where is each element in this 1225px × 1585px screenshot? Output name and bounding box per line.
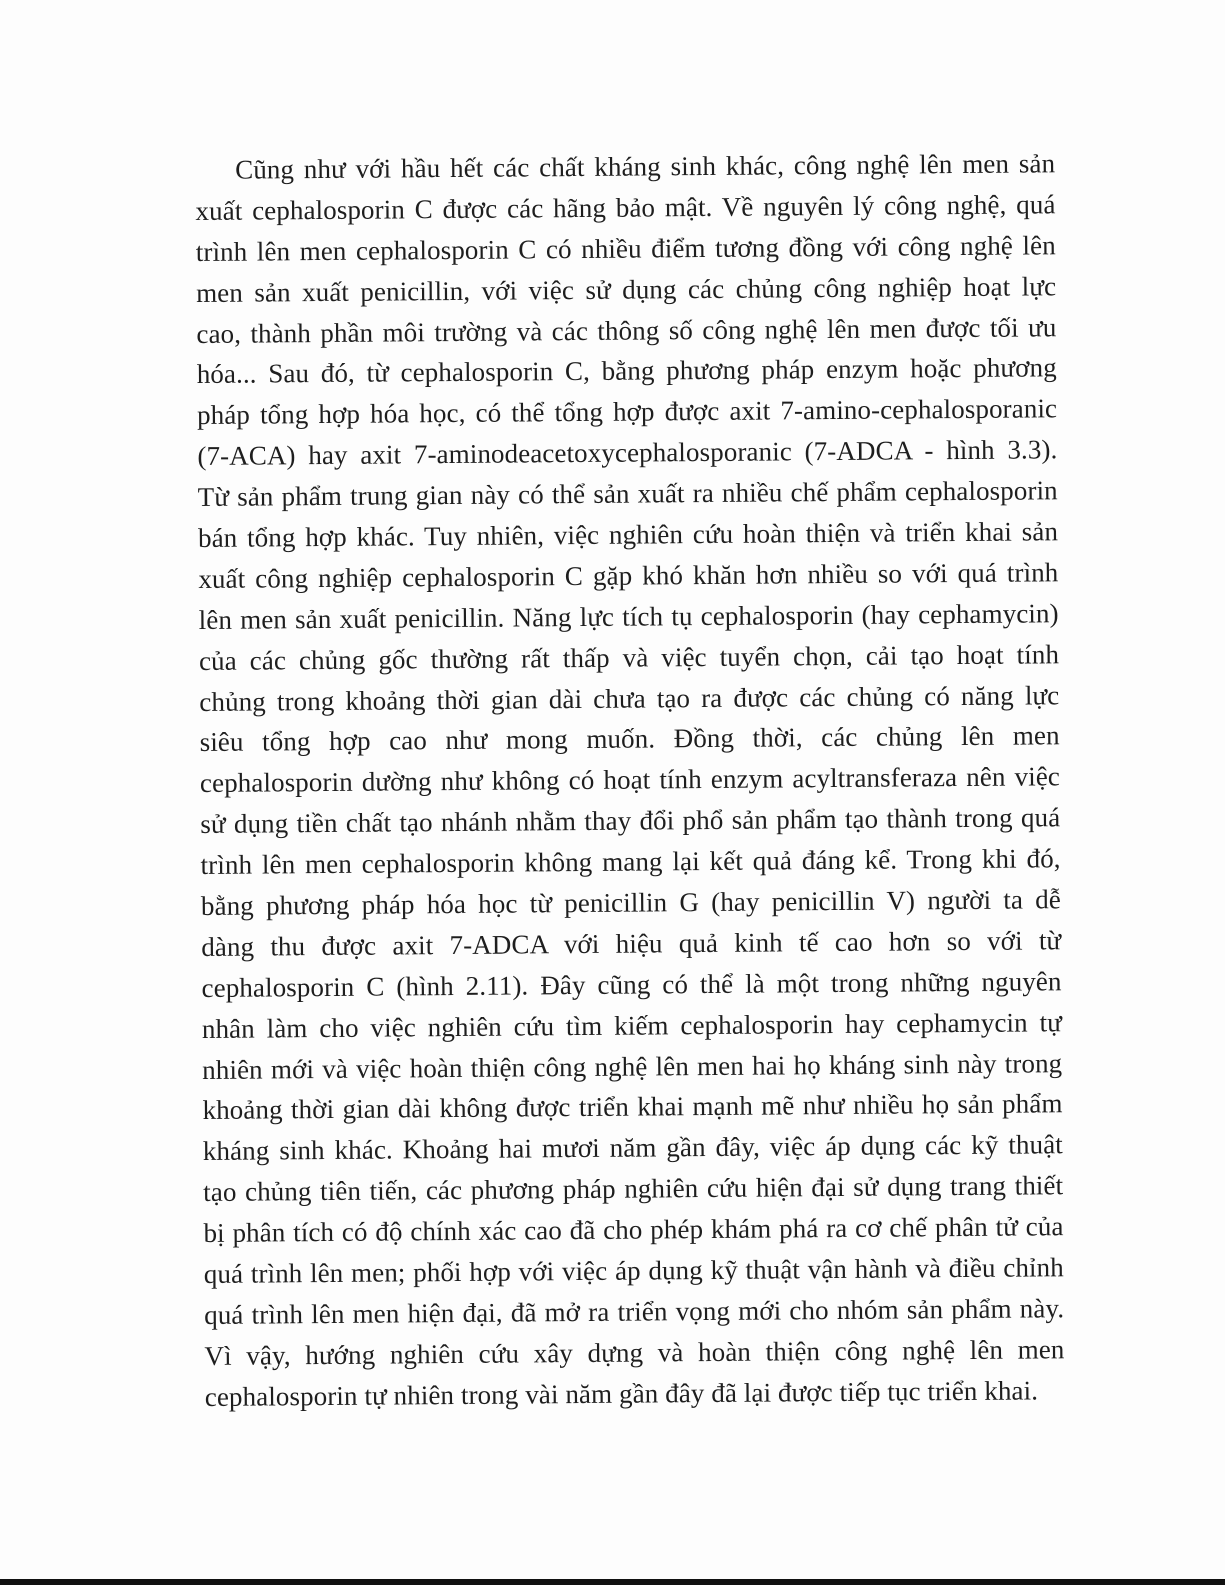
paragraph-line: sử dụng tiền chất tạo nhánh nhằm thay đổi phổ sản phẩm tạo thành trong quá	[200, 802, 1061, 840]
paragraph-line: quá trình lên men hiện đại, đã mở ra triển vọng mới cho nhóm sản phẩm này.	[204, 1293, 1065, 1330]
scan-edge-border	[0, 1579, 1225, 1585]
paragraph-line: bị phân tích có độ chính xác cao đã cho phép khám phá ra cơ chế phân tử của	[203, 1211, 1064, 1249]
paragraph-line: cephalosporin dường như không có hoạt tính enzym acyltransferaza nên việc	[199, 761, 1061, 799]
paragraph-line: tạo chủng tiên tiến, các phương pháp nghiên cứu hiện đại sử dụng trang thiết	[203, 1170, 1064, 1208]
paragraph-line: Cũng như với hầu hết các chất kháng sinh khác, công nghệ lên men sản	[235, 148, 1056, 185]
paragraph-line: khoảng thời gian dài không được triển khai mạnh mẽ như nhiều họ sản phẩm	[202, 1088, 1063, 1126]
paragraph-line: kháng sinh khác. Khoảng hai mươi năm gần đây, việc áp dụng các kỹ thuật	[202, 1129, 1063, 1167]
paragraph-line: của các chủng gốc thường rất thấp và việc tuyển chọn, cải tạo hoạt tính	[198, 638, 1060, 676]
paragraph-line: men sản xuất penicillin, với việc sử dụng các chủng công nghiệp hoạt lực	[196, 270, 1057, 308]
paragraph-line: quá trình lên men; phối hợp với việc áp dụng kỹ thuật vận hành và điều chỉnh	[203, 1252, 1064, 1290]
paragraph-line: Từ sản phẩm trung gian này có thể sản xuất ra nhiều chế phẩm cephalosporin	[197, 475, 1058, 513]
paragraph-line: dàng thu được axit 7-ADCA với hiệu quả kinh tế cao hơn so với từ	[201, 925, 1062, 962]
paragraph-line: hóa... Sau đó, từ cephalosporin C, bằng phương pháp enzym hoặc phương	[196, 352, 1057, 390]
paragraph-line: nhiên mới và việc hoàn thiện công nghệ lên men hai họ kháng sinh này trong	[202, 1047, 1063, 1085]
paragraph-line: bằng phương pháp hóa học từ penicillin G (hay penicillin V) người ta dễ	[200, 884, 1062, 922]
paragraph-line: Vì vậy, hướng nghiên cứu xây dựng và hoàn thiện công nghệ lên men	[204, 1334, 1065, 1371]
paragraph-line: bán tổng hợp khác. Tuy nhiên, việc nghiên cứu hoàn thiện và triển khai sản	[197, 516, 1059, 554]
paragraph-line: cephalosporin C (hình 2.11). Đây cũng có thể là một trong những nguyên	[201, 966, 1062, 1003]
paragraph-line: trình lên men cephalosporin không mang lại kết quả đáng kể. Trong khi đó,	[200, 843, 1061, 881]
paragraph-line: (7-ACA) hay axit 7-aminodeacetoxycephalosporanic (7-ADCA - hình 3.3).	[197, 434, 1058, 472]
paragraph-line: cao, thành phần môi trường và các thông số công nghệ lên men được tối ưu	[196, 311, 1057, 349]
paragraph-line: xuất cephalosporin C được các hãng bảo mật. Về nguyên lý công nghệ, quá	[195, 189, 1056, 226]
paragraph-line: trình lên men cephalosporin C có nhiều điểm tương đồng với công nghệ lên	[195, 230, 1056, 267]
paragraph-line: pháp tổng hợp hóa học, có thể tổng hợp được axit 7-amino-cephalosporanic	[196, 393, 1058, 431]
paragraph-line: lên men sản xuất penicillin. Năng lực tích tụ cephalosporin (hay cephamycin)	[198, 598, 1059, 635]
paragraph-line: nhân làm cho việc nghiên cứu tìm kiếm cephalosporin hay cephamycin tự	[201, 1006, 1062, 1044]
paragraph-line: xuất công nghiệp cephalosporin C gặp khó khăn hơn nhiều so với quá trình	[198, 557, 1059, 594]
paragraph-line: chủng trong khoảng thời gian dài chưa tạo ra được các chủng có năng lực	[199, 679, 1060, 717]
paragraph-line: siêu tổng hợp cao như mong muốn. Đồng thời, các chủng lên men	[199, 720, 1060, 758]
paragraph-line: cephalosporin tự nhiên trong vài năm gần đây đã lại được tiếp tục triển khai.	[204, 1375, 1039, 1412]
body-paragraph	[195, 143, 1065, 1417]
